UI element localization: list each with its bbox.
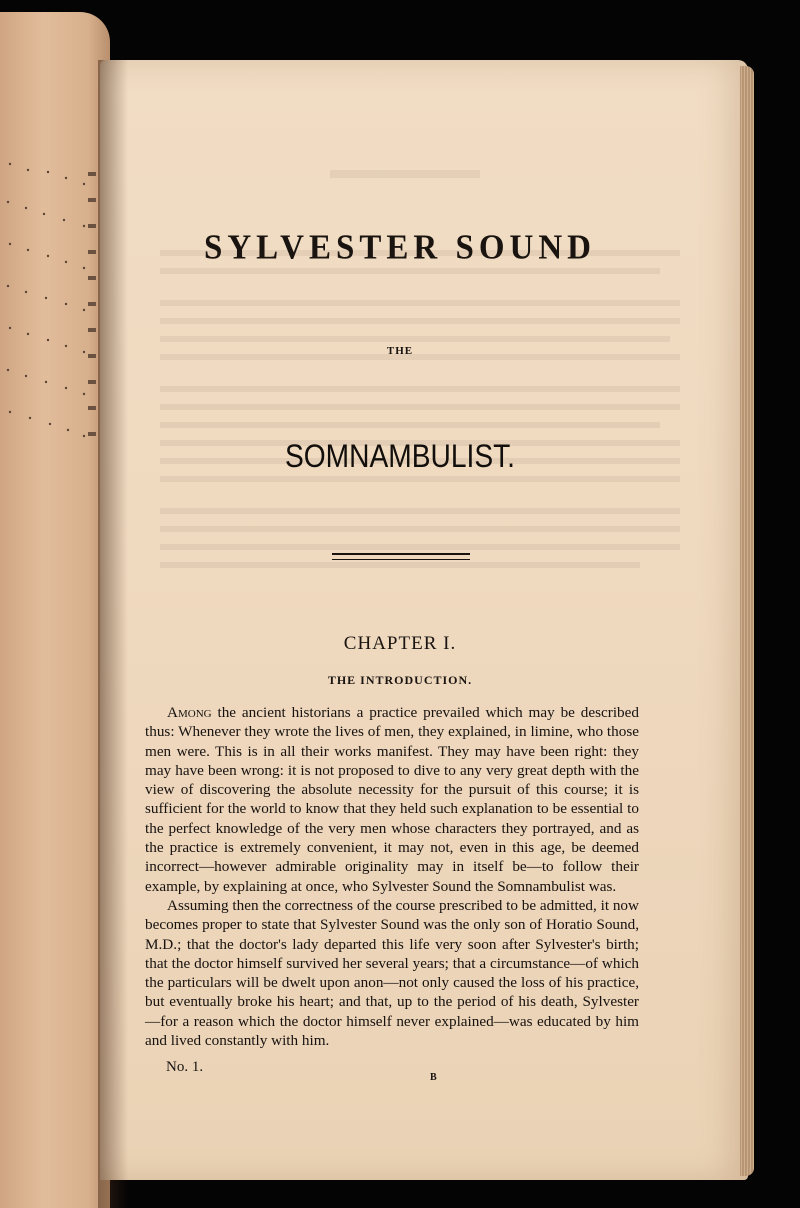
- body-text: [145, 703, 639, 1050]
- book-subtitle: SOMNAMBULIST.: [284, 438, 516, 474]
- title-rule-bottom: [332, 559, 470, 560]
- page-edges: [740, 66, 754, 1176]
- left-page: [0, 12, 110, 1208]
- part-number: No. 1.: [166, 1059, 204, 1075]
- section-heading: THE INTRODUCTION.: [327, 673, 473, 687]
- title-connector: THE: [386, 345, 414, 357]
- spine-shadow: [98, 60, 128, 1208]
- left-page-index-dots: [4, 162, 104, 452]
- paragraph-2: Assuming then the correctness of the course prescribed to be admitted, it now becomes proper to state that Sylvester Sound was the only son of Horatio Sound, M.D.; that the doctor's lady departed this life very soon after Sylvester's birth; that the doctor himself survived her several years; that a circumstance—of which the particulars will be dwelt upon anon—not only caused the loss of his practice, but eventually broke his heart; and that, up to the period of his death, Sylvester—for a reason which the doctor himself never explained—was educated by him and lived constantly with him.: [145, 896, 639, 1050]
- signature-mark: B: [430, 1072, 437, 1083]
- book-title: SYLVESTER SOUND: [204, 229, 596, 267]
- paragraph-1-lead: Among: [167, 704, 212, 721]
- chapter-heading: CHAPTER I.: [343, 633, 457, 654]
- paragraph-1-text: the ancient historians a practice prevailed which may be described thus: Whenever they wrote the lives of men, they explained, in limine, who those men were. This is in all their works manifest. They may have been right: they may have been wrong: it is not proposed to dive to any very great depth with the view of discovering the absolute necessity for the pursuit of this course; it is sufficient for the world to know that they held such explanation to be essential to the perfect knowledge of the very men whose characters they portrayed, and as the practice is extremely convenient, it may not, even in this age, be deemed incorrect—however admirable originality may in itself be—to follow their example, by explaining at once, who Sylvester Sound the Somnambulist was.: [145, 704, 639, 895]
- paragraph-1: [145, 703, 639, 896]
- title-rule-top: [332, 553, 470, 555]
